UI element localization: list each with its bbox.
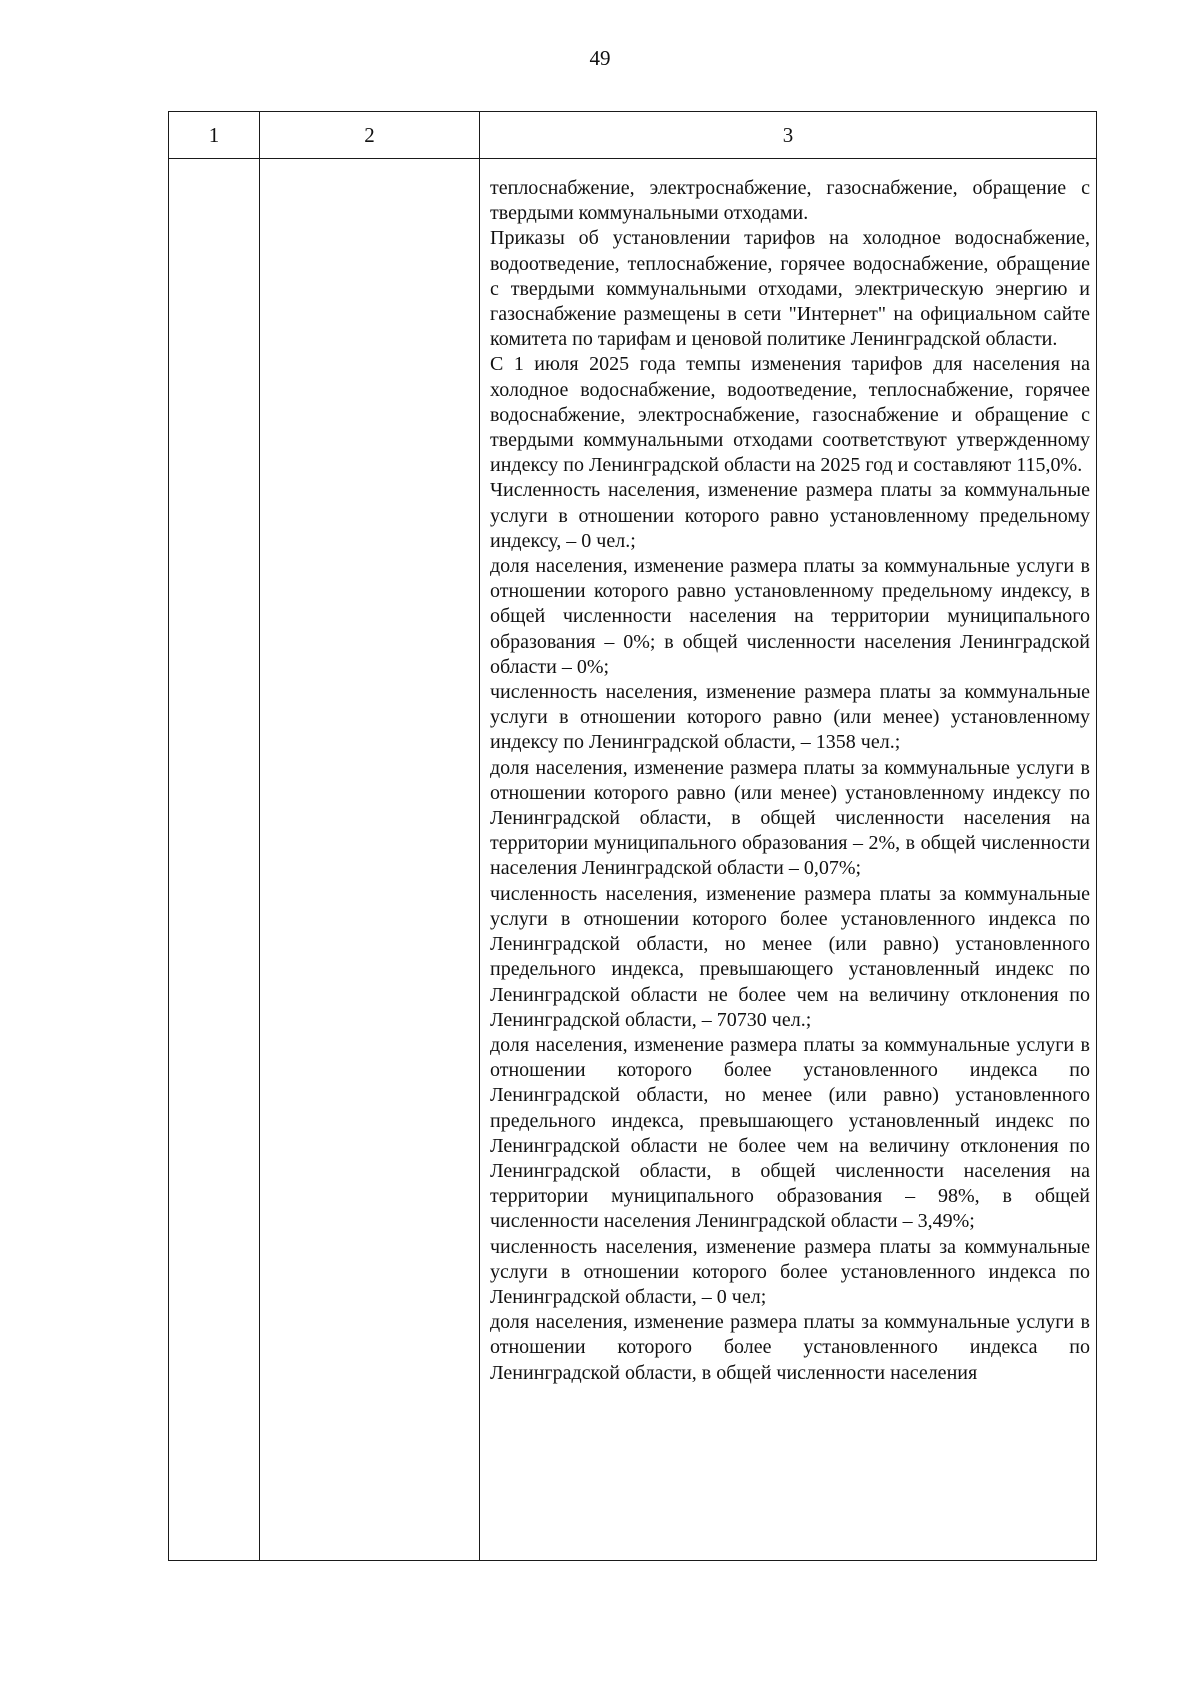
tariff-table xyxy=(168,111,1097,1561)
paragraph-population-above-index: численность населения, изменение размера платы за коммунальные услуги в отношении которого более установленного индекса по Ленинградской области, но менее (или равно) установленного предельного индекса, превышающего установленный индекс по Ленинградской области не более чем на величину отклонения по Ленинградской области, – 70730 чел.; xyxy=(490,882,1090,1031)
paragraph-population-exceeding: численность населения, изменение размера платы за коммунальные услуги в отношении которого более установленного индекса по Ленинградской области, – 0 чел; xyxy=(490,1235,1090,1308)
page-number: 49 xyxy=(589,46,611,70)
paragraph-share-limit-index: доля населения, изменение размера платы за коммунальные услуги в отношении которого равно установленному предельному индексу, в общей численности населения на территории муниципального образования – 0%; в общей численности населения Ленинградской области – 0%; xyxy=(490,555,1090,678)
table-row xyxy=(169,159,1097,1561)
cell-col-1 xyxy=(169,159,260,1561)
cell-col-3 xyxy=(480,159,1097,1561)
paragraph-population-limit-index: Численность населения, изменение размера платы за коммунальные услуги в отношении которого равно установленному предельному индексу, – 0 чел.; xyxy=(490,479,1090,552)
column-header-1: 1 xyxy=(169,112,260,159)
column-header-2: 2 xyxy=(260,112,480,159)
cell-col-2 xyxy=(260,159,480,1561)
paragraph-population-equal-index: численность населения, изменение размера платы за коммунальные услуги в отношении которого равно (или менее) установленному индексу по Ленинградской области, – 1358 чел.; xyxy=(490,681,1090,754)
paragraph-tariff-orders: Приказы об установлении тарифов на холодное водоснабжение, водоотведение, теплоснабжение, горячее водоснабжение, обращение с твердыми коммунальными отходами, электрическую энергию и газоснабжение размещены в сети "Интернет" на официальном сайте комитета по тарифам и ценовой политике Ленинградской области. xyxy=(490,227,1090,351)
paragraph-share-above-index: доля населения, изменение размера платы за коммунальные услуги в отношении которого более установленного индекса по Ленинградской области, но менее (или равно) установленного предельного индекса, превышающего установленный индекс по Ленинградской области не более чем на величину отклонения по Ленинградской области, в общей численности населения на территории муниципального образования – 98%, в общей численности населения Ленинградской области – 3,49%; xyxy=(490,1033,1090,1233)
column-header-3: 3 xyxy=(480,112,1097,159)
table-header-row xyxy=(169,112,1097,159)
paragraph-share-equal-index: доля населения, изменение размера платы за коммунальные услуги в отношении которого равно (или менее) установленному индексу по Ленинградской области, в общей численности населения на территории муниципального образования – 2%, в общей численности населения Ленинградской области – 0,07%; xyxy=(490,756,1090,880)
paragraph-continuation: теплоснабжение, электроснабжение, газоснабжение, обращение с твердыми коммунальными отходами. xyxy=(490,177,1090,225)
paragraph-tariff-rates: С 1 июля 2025 года темпы изменения тарифов для населения на холодное водоснабжение, водоотведение, теплоснабжение, горячее водоснабжение, электроснабжение, газоснабжение и обращение с твердыми коммунальными отходами соответствуют утвержденному индексу по Ленинградской области на 2025 год и составляют 115,0%. xyxy=(490,353,1090,477)
paragraph-share-exceeding: доля населения, изменение размера платы за коммунальные услуги в отношении которого более установленного индекса по Ленинградской области, в общей численности населения xyxy=(490,1311,1090,1384)
